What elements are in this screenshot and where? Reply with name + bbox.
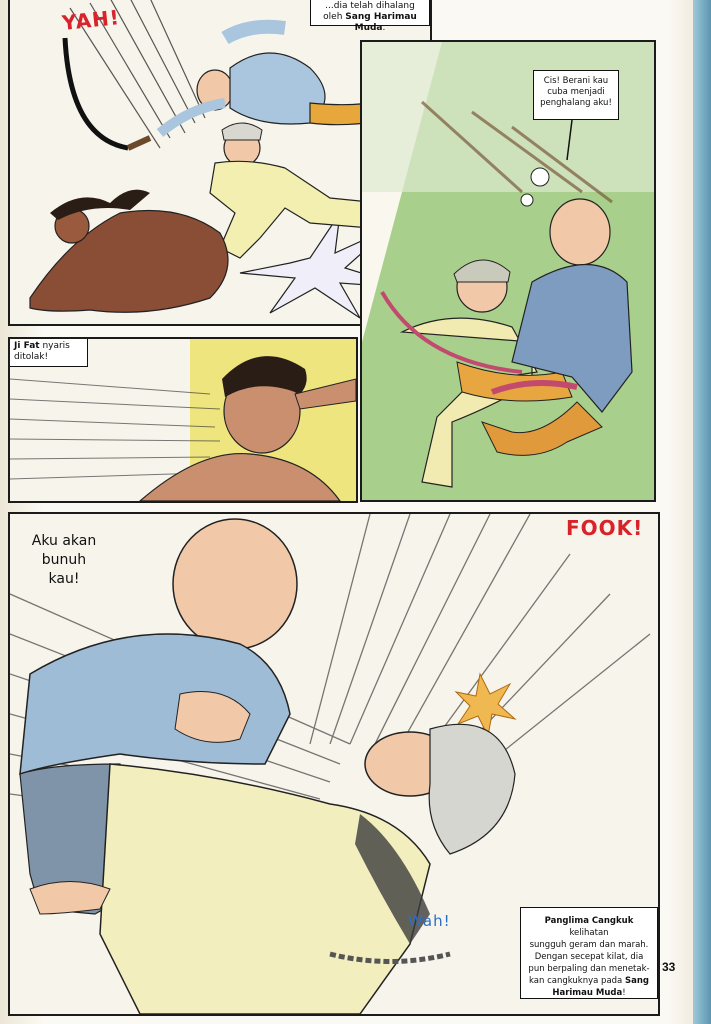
caption-text: kan cangkuknya pada bbox=[529, 976, 625, 986]
speech-line: bunuh bbox=[41, 552, 87, 568]
caption-line bbox=[316, 12, 424, 34]
caption-text: . bbox=[382, 23, 386, 33]
balloon-line: cuba menjadi bbox=[547, 87, 605, 97]
caption-line bbox=[525, 987, 653, 999]
panel-3 bbox=[8, 337, 358, 503]
caption-text: oleh bbox=[323, 12, 346, 22]
caption-text: kelihatan bbox=[569, 928, 609, 938]
panel-4-speech bbox=[24, 532, 104, 589]
caption-bold: Panglima Cangkuk bbox=[544, 916, 634, 926]
balloon-line: penghalang aku! bbox=[540, 98, 612, 108]
caption-line bbox=[14, 341, 82, 352]
page-edge bbox=[693, 0, 711, 1024]
panel-4-caption bbox=[520, 907, 658, 999]
caption-line bbox=[525, 975, 653, 987]
balloon-tail bbox=[362, 42, 654, 500]
sfx-wah: Wah! bbox=[408, 912, 451, 930]
caption-line: Dengan secepat kilat, dia bbox=[534, 952, 644, 962]
speech-line: Aku akan bbox=[31, 533, 97, 549]
panel-2 bbox=[360, 40, 656, 502]
caption-text: ! bbox=[622, 988, 626, 998]
caption-line: pun berpaling dan menetak- bbox=[528, 964, 650, 974]
caption-bold: Ji Fat bbox=[14, 341, 40, 351]
caption-text: nyaris bbox=[39, 341, 70, 351]
balloon-line: Cis! Berani kau bbox=[543, 76, 609, 86]
panel-3-caption bbox=[8, 337, 88, 367]
caption-bold: Harimau Muda bbox=[552, 988, 623, 998]
caption-line: ...dia telah dihalang bbox=[325, 1, 415, 11]
sfx-yah: YAH! bbox=[60, 5, 122, 35]
speech-line: kau! bbox=[48, 571, 80, 587]
caption-bold: Sang bbox=[624, 976, 649, 986]
page-number: 33 bbox=[662, 960, 676, 974]
panel-4 bbox=[8, 512, 660, 1016]
panel-1-caption bbox=[310, 0, 430, 33]
sfx-fook: FOOK! bbox=[566, 516, 644, 540]
caption-line: sungguh geram dan marah. bbox=[529, 940, 649, 950]
caption-line: ditolak! bbox=[14, 352, 49, 362]
caption-line bbox=[525, 915, 653, 939]
caption-bold: Sang Harimau Muda bbox=[345, 12, 417, 33]
